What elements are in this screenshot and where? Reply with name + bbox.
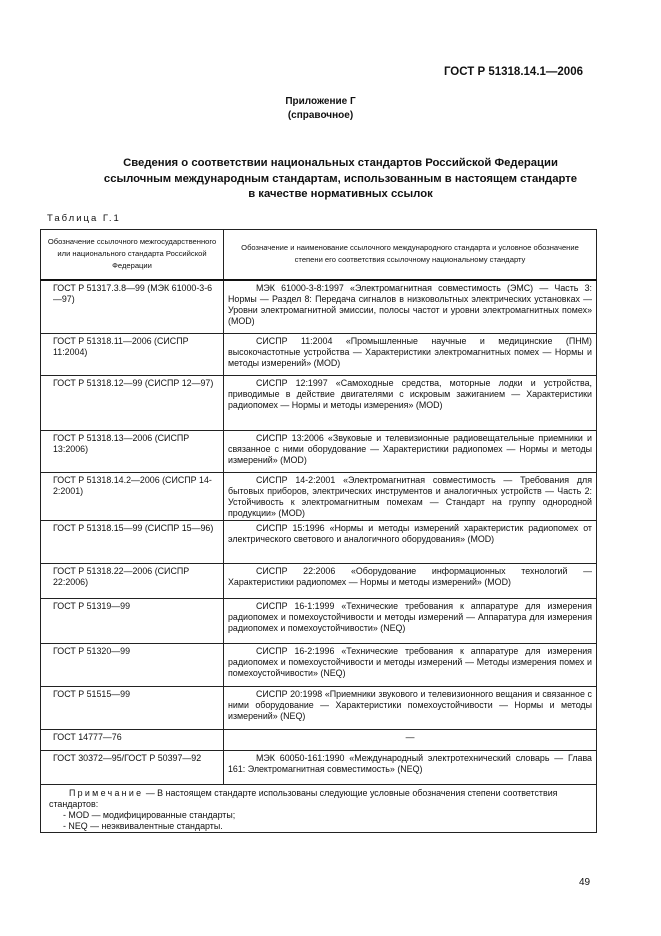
table-row bbox=[41, 730, 597, 751]
table-row bbox=[41, 521, 597, 564]
table-row bbox=[41, 564, 597, 599]
table-row bbox=[41, 280, 597, 334]
table-row bbox=[41, 687, 597, 730]
national-standard-cell: ГОСТ 30372—95/ГОСТ Р 50397—92 bbox=[41, 751, 224, 785]
international-standard-cell: СИСПР 16-1:1999 «Технические требования к аппаратуре для измерения радиопомех и помехоустойчивости и методы измерений — Аппаратура для измерения радиопомех и помехоустойчивости» (NEQ) bbox=[224, 599, 597, 644]
national-standard-cell: ГОСТ Р 51318.11—2006 (СИСПР 11:2004) bbox=[41, 334, 224, 376]
national-standard-cell: ГОСТ Р 51317.3.8—99 (МЭК 61000-3-6—97) bbox=[41, 280, 224, 334]
international-standard-cell: — bbox=[224, 730, 597, 751]
table-caption: Таблица Г.1 bbox=[47, 213, 121, 224]
standards-table bbox=[40, 229, 597, 833]
national-standard-cell: ГОСТ Р 51318.15—99 (СИСПР 15—96) bbox=[41, 521, 224, 564]
international-standard-cell: СИСПР 15:1996 «Нормы и методы измерений характеристик радиопомех от электрического светового и аналогичного оборудования» (MOD) bbox=[224, 521, 597, 564]
national-standard-cell: ГОСТ Р 51319—99 bbox=[41, 599, 224, 644]
national-standard-cell: ГОСТ Р 51318.22—2006 (СИСПР 22:2006) bbox=[41, 564, 224, 599]
table-row bbox=[41, 334, 597, 376]
national-standard-cell: ГОСТ Р 51318.14.2—2006 (СИСПР 14-2:2001) bbox=[41, 473, 224, 521]
table-row bbox=[41, 751, 597, 785]
national-standard-cell: ГОСТ Р 51318.12—99 (СИСПР 12—97) bbox=[41, 376, 224, 431]
international-standard-cell: СИСПР 11:2004 «Промышленные научные и медицинские (ПНМ) высокочастотные устройства — Характеристики электромагнитных помех — Нормы и методы измерений» (MOD) bbox=[224, 334, 597, 376]
international-standard-cell: СИСПР 16-2:1996 «Технические требования к аппаратуре для измерения радиопомех и помехоустойчивости и методы измерений — Методы измерения помех и помехоустойчивости» (NEQ) bbox=[224, 644, 597, 687]
international-standard-cell: МЭК 60050-161:1990 «Международный электротехнический словарь — Глава 161: Электромагнитная совместимость» (NEQ) bbox=[224, 751, 597, 785]
heading-line-2: ссылочным международным стандартам, использованным в настоящем стандарте bbox=[103, 173, 578, 185]
national-standard-cell: ГОСТ 14777—76 bbox=[41, 730, 224, 751]
appendix-title: Приложение Г bbox=[285, 96, 356, 107]
note-text: — В настоящем стандарте использованы следующие условные обозначения степени соответствия стандартов: bbox=[49, 788, 558, 809]
page-number: 49 bbox=[579, 877, 591, 888]
national-standard-cell: ГОСТ Р 51318.13—2006 (СИСПР 13:2006) bbox=[41, 431, 224, 473]
column-header-national: Обозначение ссылочного межгосударственного или национального стандарта Российской Федерации bbox=[41, 230, 224, 280]
table-row bbox=[41, 431, 597, 473]
document-id: ГОСТ Р 51318.14.1—2006 bbox=[443, 66, 583, 78]
international-standard-cell: СИСПР 14-2:2001 «Электромагнитная совместимость — Требования для бытовых приборов, электрических инструментов и аналогичных устройств — Часть 2: Устойчивость к электромагнитным помехам — Стандарт на группу однородной продукции» (MOD) bbox=[224, 473, 597, 521]
international-standard-cell: СИСПР 22:2006 «Оборудование информационных технологий — Характеристики радиопомех — Нормы и методы измерений» (MOD) bbox=[224, 564, 597, 599]
note-item-mod: - MOD — модифицированные стандарты; bbox=[63, 810, 236, 820]
appendix-subtitle: (справочное) bbox=[287, 110, 354, 121]
table-note bbox=[41, 785, 597, 833]
table-row bbox=[41, 473, 597, 521]
heading-line-3: в качестве нормативных ссылок bbox=[248, 188, 433, 200]
international-standard-cell: СИСПР 13:2006 «Звуковые и телевизионные радиовещательные приемники и связанное с ними оборудование — Характеристики радиопомех — Нормы и методы измерений» (MOD) bbox=[224, 431, 597, 473]
table-row bbox=[41, 644, 597, 687]
international-standard-cell: СИСПР 12:1997 «Самоходные средства, моторные лодки и устройства, приводимые в действие двигателями с искровым зажиганием — Характеристики радиопомех — Нормы и методы измерения» (MOD) bbox=[224, 376, 597, 431]
note-lead: Примечание bbox=[69, 788, 144, 798]
column-header-international: Обозначение и наименование ссылочного международного стандарта и условное обозначение степени его соответствия ссылочному национальному стандарту bbox=[224, 230, 597, 280]
national-standard-cell: ГОСТ Р 51320—99 bbox=[41, 644, 224, 687]
table-row bbox=[41, 376, 597, 431]
note-item-neq: - NEQ — неэквивалентные стандарты. bbox=[63, 821, 223, 831]
international-standard-cell: МЭК 61000-3-8:1997 «Электромагнитная совместимость (ЭМС) — Часть 3: Нормы — Раздел 8: Передача сигналов в низковольтных электрических установках — Уровни электромагнитной эмиссии, полосы частот и уровни электромагнитных помех» (MOD) bbox=[224, 280, 597, 334]
national-standard-cell: ГОСТ Р 51515—99 bbox=[41, 687, 224, 730]
heading-line-1: Сведения о соответствии национальных стандартов Российской Федерации bbox=[123, 157, 558, 169]
table-row bbox=[41, 599, 597, 644]
international-standard-cell: СИСПР 20:1998 «Приемники звукового и телевизионного вещания и связанное с ними оборудование — Характеристики помехоустойчивости — Нормы и методы измерений» (NEQ) bbox=[224, 687, 597, 730]
